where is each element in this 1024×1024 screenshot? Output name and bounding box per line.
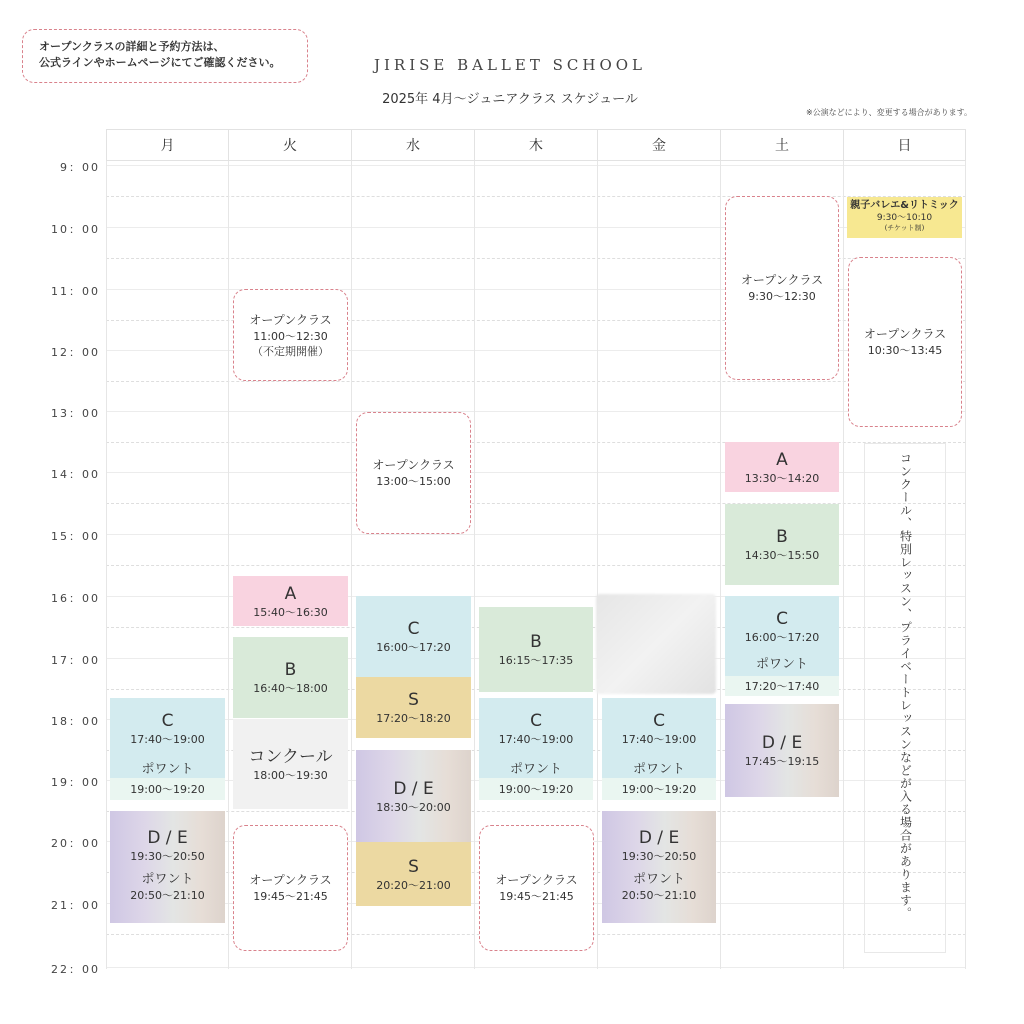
schedule-subtitle: 2025年 4月〜ジュニアクラス スケジュール <box>382 92 638 107</box>
info-notice <box>22 29 308 83</box>
class-name: オープンクラス <box>249 312 332 327</box>
pointe-label: ポワント <box>141 872 194 887</box>
class-name: オープンクラス <box>249 873 332 887</box>
class-time: 13:30〜14:20 <box>744 471 820 485</box>
day-header-tue: 火 <box>228 129 352 161</box>
blurred-class-block <box>596 594 716 694</box>
class-block-tue-concours <box>233 719 348 809</box>
class-block-wed-open <box>356 412 471 534</box>
class-name: C <box>407 619 420 639</box>
column-line <box>965 129 966 969</box>
time-label: 12：00 <box>51 346 100 359</box>
class-name: オープンクラス <box>495 873 578 887</box>
class-time: 19:30〜20:50 <box>130 850 205 863</box>
class-block-mon-de <box>110 811 225 923</box>
class-name: オープンクラス <box>372 458 455 472</box>
class-name: C <box>653 711 665 731</box>
class-block-wed-c <box>356 596 471 677</box>
class-name: D / E <box>147 828 188 848</box>
class-block-tue-open <box>233 289 348 381</box>
hour-line <box>106 411 966 412</box>
day-header-sun: 日 <box>843 129 966 161</box>
class-time: 17:40〜19:00 <box>498 733 574 746</box>
class-name: オープンクラス <box>740 273 824 287</box>
day-header-fri: 金 <box>597 129 721 161</box>
hour-line <box>106 165 966 166</box>
pointe-time: 20:50〜21:10 <box>621 889 697 902</box>
class-time: 19:45〜21:45 <box>253 890 328 903</box>
class-name: D / E <box>761 733 803 753</box>
change-note: ※公演などにより、変更する場合があります。 <box>805 108 972 117</box>
class-time: 19:45〜21:45 <box>499 890 574 903</box>
class-time: 10:30〜13:45 <box>867 344 943 357</box>
class-block-sat-b <box>725 504 839 585</box>
pointe-label: ポワント <box>632 872 685 887</box>
class-name: D / E <box>393 778 434 799</box>
class-time: 14:30〜15:50 <box>744 549 820 562</box>
class-block-sun-parent <box>847 197 962 238</box>
class-block-sat-a <box>725 442 839 492</box>
time-label: 22：00 <box>51 963 100 976</box>
notice-line-1: オープンクラスの詳細と予約方法は、 <box>39 40 225 53</box>
day-header-wed: 水 <box>351 129 475 161</box>
time-label: 18：00 <box>51 715 100 728</box>
time-label: 14：00 <box>51 468 100 481</box>
class-time: 18:00〜19:30 <box>253 768 328 782</box>
class-name: D / E <box>638 828 680 848</box>
class-name: C <box>776 609 788 629</box>
class-time: 18:30〜20:00 <box>376 800 451 814</box>
class-name: オープンクラス <box>863 327 947 341</box>
class-time: 16:15〜17:35 <box>498 654 574 667</box>
sunday-note-box <box>864 443 946 953</box>
class-block-thu-c <box>479 698 593 800</box>
class-block-fri-c <box>602 698 716 800</box>
time-label: 10：00 <box>51 223 100 236</box>
pointe-label: ポワント <box>755 657 808 672</box>
day-header-mon: 月 <box>106 129 229 161</box>
pointe-label: ポワント <box>509 762 562 777</box>
class-name: B <box>776 527 788 547</box>
pointe-time: 20:50〜21:10 <box>130 889 205 902</box>
time-label: 20：00 <box>51 837 100 850</box>
class-block-wed-s1 <box>356 677 471 738</box>
class-name: S <box>408 690 419 710</box>
pointe-time: 19:00〜19:20 <box>621 783 697 796</box>
class-name: A <box>284 583 297 604</box>
class-block-thu-b <box>479 607 593 692</box>
column-line <box>351 129 352 969</box>
class-block-wed-de <box>356 750 471 842</box>
pointe-time: 19:00〜19:20 <box>498 783 574 796</box>
class-time: 13:00〜15:00 <box>376 475 451 488</box>
class-time: 9:30〜12:30 <box>748 290 816 303</box>
class-time: 16:00〜17:20 <box>744 631 820 644</box>
time-label: 9：00 <box>60 161 100 174</box>
notice-line-2: 公式ラインやホームページにてご確認ください。 <box>39 56 281 69</box>
day-header-thu: 木 <box>474 129 598 161</box>
pointe-label: ポワント <box>632 762 685 777</box>
class-name: B <box>284 660 297 680</box>
class-time: 19:30〜20:50 <box>621 850 697 863</box>
pointe-time: 19:00〜19:20 <box>130 783 205 796</box>
class-time: 16:00〜17:20 <box>376 641 451 654</box>
pointe-label: ポワント <box>141 762 194 777</box>
pointe-segment <box>602 778 716 800</box>
time-label: 16：00 <box>51 592 100 605</box>
class-name: A <box>776 449 788 470</box>
class-time: 11:00〜12:30 <box>253 329 328 343</box>
pointe-segment <box>479 778 593 800</box>
class-block-sat-de <box>725 704 839 797</box>
class-time: 9:30〜10:10 <box>876 213 933 223</box>
pointe-segment <box>725 676 839 696</box>
class-name: コンクール <box>248 746 333 767</box>
time-label: 11：00 <box>51 285 100 298</box>
pointe-segment <box>110 778 225 800</box>
class-time: 16:40〜18:00 <box>253 682 328 695</box>
class-note: (チケット制) <box>884 224 925 232</box>
day-header-sat: 土 <box>720 129 844 161</box>
time-label: 21：00 <box>51 899 100 912</box>
class-block-mon-c <box>110 698 225 800</box>
class-name: C <box>530 711 542 731</box>
column-line <box>597 129 598 969</box>
pointe-time: 17:20〜17:40 <box>744 680 820 693</box>
column-line <box>843 129 844 969</box>
class-block-tue-a <box>233 576 348 626</box>
sunday-note-text: コンクール、特別レッスン、プライベートレッスンなどが入る場合があります。 <box>898 452 913 920</box>
class-block-tue-b <box>233 637 348 718</box>
class-note: （不定期開催） <box>252 344 329 358</box>
class-time: 17:45〜19:15 <box>744 755 820 768</box>
class-name: B <box>530 632 542 652</box>
class-time: 17:40〜19:00 <box>130 733 205 746</box>
class-block-tue-open-evening <box>233 825 348 951</box>
column-line <box>228 129 229 969</box>
class-name: C <box>161 711 174 731</box>
class-block-sat-c <box>725 596 839 696</box>
class-time: 20:20〜21:00 <box>376 878 451 892</box>
class-block-wed-s2 <box>356 842 471 906</box>
column-line <box>106 129 107 969</box>
hour-line <box>106 967 966 968</box>
class-time: 15:40〜16:30 <box>253 605 328 619</box>
class-block-sun-open <box>848 257 962 427</box>
class-block-fri-de <box>602 811 716 923</box>
class-name: 親子バレエ&リトミック <box>850 200 959 211</box>
half-hour-line <box>106 381 966 382</box>
time-label: 13：00 <box>51 407 100 420</box>
class-time: 17:40〜19:00 <box>621 733 697 746</box>
class-time: 17:20〜18:20 <box>376 712 451 725</box>
time-label: 15：00 <box>51 530 100 543</box>
class-block-sat-open <box>725 196 839 380</box>
time-label: 19：00 <box>51 776 100 789</box>
half-hour-line <box>106 811 966 812</box>
half-hour-line <box>106 196 966 197</box>
class-block-thu-open-evening <box>479 825 594 951</box>
class-name: S <box>408 856 419 877</box>
time-label: 17：00 <box>51 654 100 667</box>
column-line <box>474 129 475 969</box>
school-title: JIRISE BALLET SCHOOL <box>373 56 647 74</box>
column-line <box>720 129 721 969</box>
